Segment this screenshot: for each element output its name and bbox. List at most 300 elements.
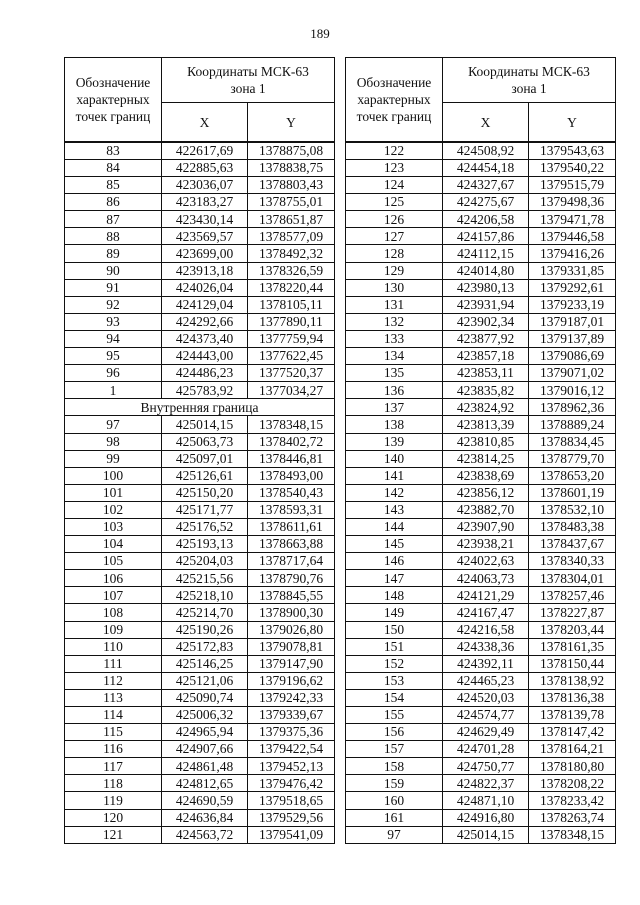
coords-header: Координаты МСК-63 зона 1 [162,58,335,103]
y-coordinate-cell: 1379242,33 [248,689,335,706]
y-coordinate-cell: 1378601,19 [529,484,616,501]
x-coordinate-cell: 423183,27 [162,194,248,211]
y-coordinate-cell: 1378900,30 [248,604,335,621]
table-row [346,313,616,330]
point-id-cell: 89 [65,245,162,262]
table-row [346,416,616,433]
y-coordinate-cell: 1379540,22 [529,160,616,177]
y-coordinate-cell: 1379518,65 [248,792,335,809]
table-row [346,553,616,570]
point-id-cell: 93 [65,313,162,330]
y-coordinate-cell: 1379476,42 [248,775,335,792]
x-coordinate-cell: 424292,66 [162,313,248,330]
y-coordinate-cell: 1379147,90 [248,655,335,672]
table-row [346,433,616,450]
x-coordinate-cell: 424563,72 [162,826,248,843]
y-coordinate-cell: 1378164,21 [529,741,616,758]
x-coordinate-cell: 425126,61 [162,467,248,484]
table-row [65,724,335,741]
y-coordinate-cell: 1378161,35 [529,638,616,655]
x-coordinate-cell: 424026,04 [162,279,248,296]
x-coordinate-cell: 424167,47 [443,604,529,621]
table-row [65,313,335,330]
point-id-cell: 98 [65,433,162,450]
point-id-cell: 144 [346,518,443,535]
x-coordinate-cell: 424508,92 [443,142,529,160]
x-coordinate-cell: 424022,63 [443,553,529,570]
point-id-cell: 108 [65,604,162,621]
table-row [346,296,616,313]
x-coordinate-cell: 424112,15 [443,245,529,262]
point-id-cell: 113 [65,689,162,706]
table-row [65,792,335,809]
table-row [346,621,616,638]
x-coordinate-cell: 423036,07 [162,177,248,194]
table-row [346,177,616,194]
y-coordinate-cell: 1378203,44 [529,621,616,638]
x-coordinate-cell: 425218,10 [162,587,248,604]
x-coordinate-cell: 424216,58 [443,621,529,638]
table-row [65,707,335,724]
point-id-cell: 156 [346,724,443,741]
y-coordinate-cell: 1378834,45 [529,433,616,450]
y-coordinate-cell: 1377520,37 [248,365,335,382]
table-row [346,638,616,655]
table-row [346,518,616,535]
table-row [346,689,616,706]
y-coordinate-cell: 1378150,44 [529,655,616,672]
x-coordinate-cell: 424636,84 [162,809,248,826]
point-id-cell: 97 [346,826,443,843]
y-coordinate-cell: 1378653,20 [529,467,616,484]
y-coordinate-cell: 1378348,15 [248,416,335,433]
point-id-cell: 86 [65,194,162,211]
point-id-cell: 91 [65,279,162,296]
table-row [65,672,335,689]
point-id-cell: 129 [346,262,443,279]
x-coordinate-cell: 425090,74 [162,689,248,706]
table-row [65,758,335,775]
point-id-cell: 134 [346,348,443,365]
table-row [346,501,616,518]
table-row [65,142,335,160]
point-id-cell: 101 [65,484,162,501]
point-id-cell: 127 [346,228,443,245]
table-row [65,194,335,211]
y-header: Y [248,103,335,143]
point-id-cell: 131 [346,296,443,313]
y-coordinate-cell: 1378304,01 [529,570,616,587]
table-row [65,741,335,758]
y-coordinate-cell: 1378227,87 [529,604,616,621]
x-coordinate-cell: 424822,37 [443,775,529,792]
table-row [346,245,616,262]
x-coordinate-cell: 424338,36 [443,638,529,655]
y-coordinate-cell: 1378838,75 [248,160,335,177]
table-row [65,245,335,262]
x-coordinate-cell: 424121,29 [443,587,529,604]
x-coordinate-cell: 423857,18 [443,348,529,365]
x-coordinate-cell: 425215,56 [162,570,248,587]
table-row [346,142,616,160]
point-id-cell: 128 [346,245,443,262]
point-id-cell: 145 [346,536,443,553]
x-coordinate-cell: 424690,59 [162,792,248,809]
table-row [65,348,335,365]
x-coordinate-cell: 423931,94 [443,296,529,313]
point-id-cell: 111 [65,655,162,672]
point-id-cell: 124 [346,177,443,194]
point-id-cell: 104 [65,536,162,553]
x-coordinate-cell: 425172,83 [162,638,248,655]
table-row [65,604,335,621]
x-coordinate-cell: 424861,48 [162,758,248,775]
y-coordinate-cell: 1379086,69 [529,348,616,365]
table-row [346,484,616,501]
x-coordinate-cell: 425014,15 [162,416,248,433]
x-coordinate-cell: 424206,58 [443,211,529,228]
y-coordinate-cell: 1378663,88 [248,536,335,553]
point-id-cell: 118 [65,775,162,792]
x-coordinate-cell: 424063,73 [443,570,529,587]
point-id-cell: 83 [65,142,162,160]
y-coordinate-cell: 1378493,00 [248,467,335,484]
table-row [65,655,335,672]
table-row [346,467,616,484]
y-coordinate-cell: 1377034,27 [248,382,335,399]
point-id-cell: 122 [346,142,443,160]
x-coordinate-cell: 424965,94 [162,724,248,741]
y-coordinate-cell: 1379331,85 [529,262,616,279]
point-id-cell: 138 [346,416,443,433]
x-coordinate-cell: 424465,23 [443,672,529,689]
point-id-cell: 95 [65,348,162,365]
table-row [346,758,616,775]
point-id-cell: 142 [346,484,443,501]
y-coordinate-cell: 1379422,54 [248,741,335,758]
table-row [346,741,616,758]
point-id-cell: 147 [346,570,443,587]
designation-header: Обозначение характерных точек границ [65,58,162,143]
x-coordinate-cell: 424907,66 [162,741,248,758]
x-coordinate-cell: 424327,67 [443,177,529,194]
y-coordinate-cell: 1379016,12 [529,382,616,399]
table-row [65,809,335,826]
point-id-cell: 137 [346,399,443,416]
x-coordinate-cell: 425190,26 [162,621,248,638]
table-row [346,826,616,843]
x-coordinate-cell: 424520,03 [443,689,529,706]
y-coordinate-cell: 1378446,81 [248,450,335,467]
y-coordinate-cell: 1379416,26 [529,245,616,262]
left-coordinates-table [64,57,335,844]
y-coordinate-cell: 1379515,79 [529,177,616,194]
y-coordinate-cell: 1378483,38 [529,518,616,535]
y-coordinate-cell: 1378180,80 [529,758,616,775]
point-id-cell: 141 [346,467,443,484]
y-coordinate-cell: 1379078,81 [248,638,335,655]
table-row [65,365,335,382]
x-coordinate-cell: 423902,34 [443,313,529,330]
y-coordinate-cell: 1378105,11 [248,296,335,313]
y-coordinate-cell: 1378593,31 [248,501,335,518]
point-id-cell: 84 [65,160,162,177]
table-row [65,570,335,587]
designation-header: Обозначение характерных точек границ [346,58,443,143]
table-row [346,194,616,211]
point-id-cell: 120 [65,809,162,826]
coords-header: Координаты МСК-63 зона 1 [443,58,616,103]
x-coordinate-cell: 425193,13 [162,536,248,553]
x-coordinate-cell: 423853,11 [443,365,529,382]
y-coordinate-cell: 1378611,61 [248,518,335,535]
point-id-cell: 161 [346,809,443,826]
y-coordinate-cell: 1378875,08 [248,142,335,160]
x-coordinate-cell: 423938,21 [443,536,529,553]
x-coordinate-cell: 423824,92 [443,399,529,416]
table-row [346,536,616,553]
point-id-cell: 106 [65,570,162,587]
x-coordinate-cell: 423838,69 [443,467,529,484]
y-coordinate-cell: 1379375,36 [248,724,335,741]
x-coordinate-cell: 424454,18 [443,160,529,177]
x-coordinate-cell: 422617,69 [162,142,248,160]
table-row [65,484,335,501]
y-coordinate-cell: 1379541,09 [248,826,335,843]
table-row [65,587,335,604]
x-coordinate-cell: 424373,40 [162,330,248,347]
y-coordinate-cell: 1377890,11 [248,313,335,330]
y-coordinate-cell: 1378651,87 [248,211,335,228]
y-coordinate-cell: 1378340,33 [529,553,616,570]
x-coordinate-cell: 425063,73 [162,433,248,450]
table-row [346,399,616,416]
table-row [65,638,335,655]
x-coordinate-cell: 425121,06 [162,672,248,689]
table-row [346,279,616,296]
x-coordinate-cell: 424812,65 [162,775,248,792]
point-id-cell: 102 [65,501,162,518]
point-id-cell: 88 [65,228,162,245]
table-row [65,382,335,399]
x-coordinate-cell: 422885,63 [162,160,248,177]
table-row [346,365,616,382]
x-coordinate-cell: 423699,00 [162,245,248,262]
y-coordinate-cell: 1377759,94 [248,330,335,347]
y-coordinate-cell: 1378326,59 [248,262,335,279]
y-coordinate-cell: 1378136,38 [529,689,616,706]
table-row [65,262,335,279]
table-row [65,826,335,843]
x-coordinate-cell: 425204,03 [162,553,248,570]
y-coordinate-cell: 1379543,63 [529,142,616,160]
point-id-cell: 112 [65,672,162,689]
point-id-cell: 153 [346,672,443,689]
x-coordinate-cell: 423835,82 [443,382,529,399]
table-row [346,570,616,587]
page-number: 189 [310,26,330,41]
x-coordinate-cell: 423430,14 [162,211,248,228]
y-header: Y [529,103,616,143]
y-coordinate-cell: 1378889,24 [529,416,616,433]
x-coordinate-cell: 423814,25 [443,450,529,467]
table-row [65,279,335,296]
y-coordinate-cell: 1378790,76 [248,570,335,587]
y-coordinate-cell: 1378147,42 [529,724,616,741]
table-row [65,775,335,792]
point-id-cell: 135 [346,365,443,382]
y-coordinate-cell: 1378138,92 [529,672,616,689]
y-coordinate-cell: 1379452,13 [248,758,335,775]
table-row [346,792,616,809]
point-id-cell: 159 [346,775,443,792]
point-id-cell: 143 [346,501,443,518]
y-coordinate-cell: 1379196,62 [248,672,335,689]
y-coordinate-cell: 1378540,43 [248,484,335,501]
y-coordinate-cell: 1379498,36 [529,194,616,211]
x-coordinate-cell: 424916,80 [443,809,529,826]
point-id-cell: 154 [346,689,443,706]
point-id-cell: 100 [65,467,162,484]
point-id-cell: 148 [346,587,443,604]
x-coordinate-cell: 423913,18 [162,262,248,279]
point-id-cell: 97 [65,416,162,433]
x-coordinate-cell: 424871,10 [443,792,529,809]
point-id-cell: 130 [346,279,443,296]
point-id-cell: 96 [65,365,162,382]
table-row [346,211,616,228]
y-coordinate-cell: 1378220,44 [248,279,335,296]
point-id-cell: 125 [346,194,443,211]
y-coordinate-cell: 1378402,72 [248,433,335,450]
table-row [346,775,616,792]
point-id-cell: 87 [65,211,162,228]
table-row [346,348,616,365]
table-row [346,672,616,689]
table-row [65,433,335,450]
table-row [346,707,616,724]
x-coordinate-cell: 424014,80 [443,262,529,279]
table-row [346,655,616,672]
point-id-cell: 107 [65,587,162,604]
point-id-cell: 99 [65,450,162,467]
point-id-cell: 132 [346,313,443,330]
y-coordinate-cell: 1379071,02 [529,365,616,382]
y-coordinate-cell: 1378717,64 [248,553,335,570]
x-coordinate-cell: 425146,25 [162,655,248,672]
x-coordinate-cell: 424275,67 [443,194,529,211]
point-id-cell: 1 [65,382,162,399]
x-coordinate-cell: 424486,23 [162,365,248,382]
point-id-cell: 92 [65,296,162,313]
y-coordinate-cell: 1379292,61 [529,279,616,296]
table-row [65,296,335,313]
x-coordinate-cell: 423569,57 [162,228,248,245]
table-row [346,160,616,177]
table-row [65,160,335,177]
y-coordinate-cell: 1378962,36 [529,399,616,416]
point-id-cell: 105 [65,553,162,570]
y-coordinate-cell: 1378577,09 [248,228,335,245]
table-row [346,228,616,245]
x-coordinate-cell: 424750,77 [443,758,529,775]
x-coordinate-cell: 425150,20 [162,484,248,501]
y-coordinate-cell: 1378257,46 [529,587,616,604]
x-coordinate-cell: 425214,70 [162,604,248,621]
table-row [65,450,335,467]
point-id-cell: 85 [65,177,162,194]
x-coordinate-cell: 423907,90 [443,518,529,535]
y-coordinate-cell: 1378803,43 [248,177,335,194]
section-row [65,399,335,416]
x-coordinate-cell: 423856,12 [443,484,529,501]
point-id-cell: 119 [65,792,162,809]
point-id-cell: 103 [65,518,162,535]
y-coordinate-cell: 1378779,70 [529,450,616,467]
table-row [346,604,616,621]
point-id-cell: 158 [346,758,443,775]
point-id-cell: 151 [346,638,443,655]
y-coordinate-cell: 1377622,45 [248,348,335,365]
x-coordinate-cell: 425097,01 [162,450,248,467]
point-id-cell: 126 [346,211,443,228]
y-coordinate-cell: 1379471,78 [529,211,616,228]
x-coordinate-cell: 424443,00 [162,348,248,365]
point-id-cell: 114 [65,707,162,724]
table-row [65,536,335,553]
y-coordinate-cell: 1379446,58 [529,228,616,245]
table-row [65,330,335,347]
x-coordinate-cell: 424701,28 [443,741,529,758]
y-coordinate-cell: 1379187,01 [529,313,616,330]
y-coordinate-cell: 1378208,22 [529,775,616,792]
y-coordinate-cell: 1378532,10 [529,501,616,518]
table-row [346,262,616,279]
point-id-cell: 133 [346,330,443,347]
x-coordinate-cell: 423882,70 [443,501,529,518]
x-coordinate-cell: 424574,77 [443,707,529,724]
x-coordinate-cell: 423813,39 [443,416,529,433]
point-id-cell: 109 [65,621,162,638]
right-coordinates-table [345,57,616,844]
point-id-cell: 117 [65,758,162,775]
y-coordinate-cell: 1378845,55 [248,587,335,604]
x-coordinate-cell: 423877,92 [443,330,529,347]
table-row [346,587,616,604]
x-coordinate-cell: 424392,11 [443,655,529,672]
table-row [65,518,335,535]
table-row [346,724,616,741]
point-id-cell: 94 [65,330,162,347]
x-coordinate-cell: 425176,52 [162,518,248,535]
y-coordinate-cell: 1379026,80 [248,621,335,638]
x-coordinate-cell: 425006,32 [162,707,248,724]
x-header: X [162,103,248,143]
point-id-cell: 150 [346,621,443,638]
table-row [65,228,335,245]
y-coordinate-cell: 1378139,78 [529,707,616,724]
point-id-cell: 146 [346,553,443,570]
x-coordinate-cell: 425014,15 [443,826,529,843]
point-id-cell: 140 [346,450,443,467]
y-coordinate-cell: 1378263,74 [529,809,616,826]
x-coordinate-cell: 424629,49 [443,724,529,741]
point-id-cell: 110 [65,638,162,655]
y-coordinate-cell: 1379233,19 [529,296,616,313]
table-row [65,621,335,638]
point-id-cell: 90 [65,262,162,279]
y-coordinate-cell: 1379339,67 [248,707,335,724]
